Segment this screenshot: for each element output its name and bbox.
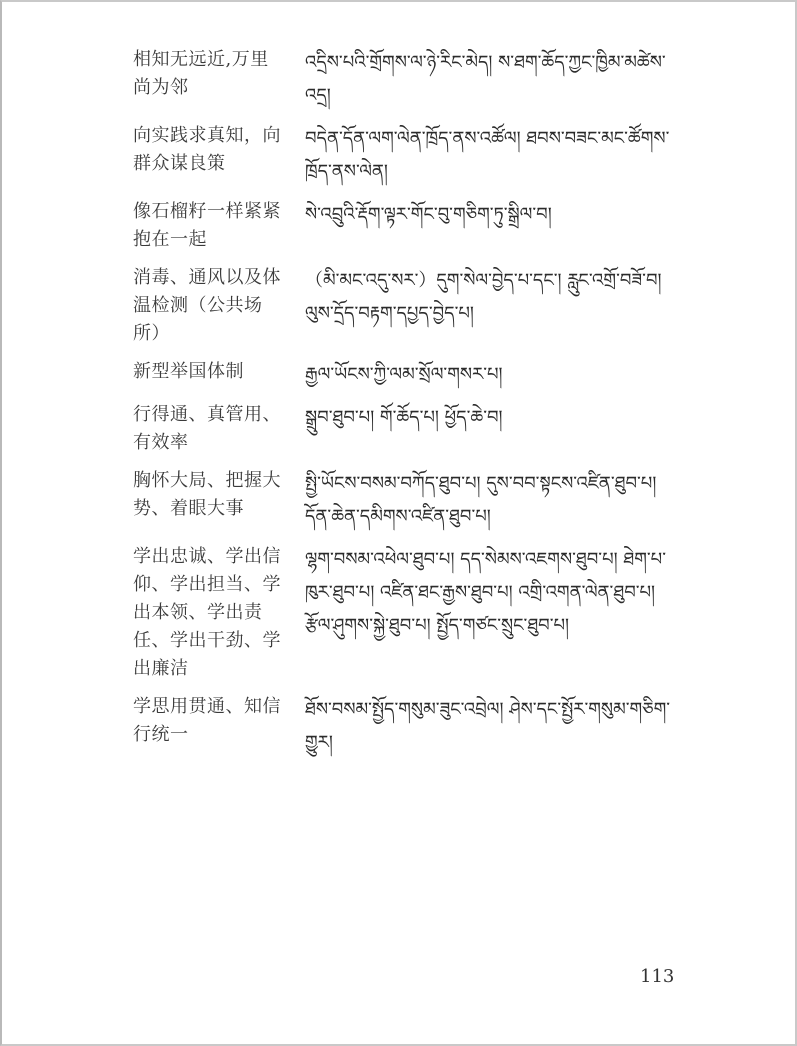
tibetan-translation: ཐོས་བསམ་སྤྱོད་གསུམ་ཟུང་འབྲེལ། ཤེས་དང་སྤྱོར་གསུམ་གཅིག་གྱུར།	[305, 699, 671, 753]
glossary-entry	[133, 358, 693, 391]
glossary-entry	[133, 693, 693, 759]
tibetan-translation: སེ་འབྲུའི་རྡོག་ལྟར་གོང་བུ་གཅིག་ཏུ་སྒྲིལ་བ།	[305, 204, 552, 225]
glossary-entry	[133, 543, 693, 683]
chinese-term: 向实践求真知，向群众谋良策	[133, 125, 281, 174]
tibetan-translation: སྒྲུབ་ཐུབ་པ། གོ་ཆོད་པ། ཕྱོད་ཆེ་བ།	[305, 407, 503, 428]
chinese-term: 学思用贯通、知信行统一	[133, 696, 281, 745]
chinese-term: 胸怀大局、把握大势、着眼大事	[133, 470, 281, 519]
glossary-entry	[133, 46, 693, 112]
chinese-term: 相知无远近,万里尚为邻	[133, 49, 269, 98]
tibetan-translation: རྒྱལ་ཡོངས་ཀྱི་ལམ་སྲོལ་གསར་པ།	[305, 364, 503, 385]
glossary-entry	[133, 122, 693, 188]
chinese-term: 学出忠诚、学出信仰、学出担当、学出本领、学出责任、学出干劲、学出廉洁	[133, 546, 281, 679]
tibetan-translation: བདེན་དོན་ལག་ལེན་ཁྲོད་ནས་འཚོལ། ཐབས་བཟང་མང་ཚོགས་ཁྲོད་ནས་ལེན།	[305, 128, 670, 182]
page-number: 113	[640, 966, 675, 987]
tibetan-translation: སྤྱི་ཡོངས་བསམ་བཀོད་ཐུབ་པ། དུས་བབ་སྟངས་འཛིན་ཐུབ་པ། དོན་ཆེན་དམིགས་འཛིན་ཐུབ་པ།	[305, 473, 657, 527]
glossary-entry	[133, 198, 693, 254]
tibetan-translation: འདྲིས་པའི་གྲོགས་ལ་ཉེ་རིང་མེད། ས་ཐག་ཆོད་ཀྱང་ཁྱིམ་མཚེས་འདྲ།	[305, 52, 666, 106]
chinese-term: 新型举国体制	[133, 361, 244, 382]
chinese-term: 行得通、真管用、有效率	[133, 404, 281, 453]
glossary-entry	[133, 467, 693, 533]
glossary-entry	[133, 264, 693, 348]
tibetan-translation: ལྷག་བསམ་འཕེལ་ཐུབ་པ། དད་སེམས་འཇགས་ཐུབ་པ། ཐེག་པ་ཁུར་ཐུབ་པ། འཛིན་ཐང་རྒྱས་ཐུབ་པ། འགྲི་འགན་ལེན་ཐུབ་པ། རྩོལ་ཤུགས་སྐྱེ་ཐུབ་པ། སྤྱོད་གཙང་སྲུང་ཐུབ་པ།	[305, 549, 666, 636]
glossary-table	[133, 46, 693, 769]
chinese-term: 消毒、通风以及体温检测（公共场所）	[133, 267, 281, 344]
glossary-entry	[133, 401, 693, 457]
chinese-term: 像石榴籽一样紧紧抱在一起	[133, 201, 281, 250]
tibetan-translation: （མི་མང་འདུ་སར་）དུག་སེལ་བྱེད་པ་དང་། རླུང་འགྲོ་བཟོ་བ། ལུས་དྲོད་བརྟག་དཔྱད་བྱེད་པ།	[305, 270, 662, 324]
